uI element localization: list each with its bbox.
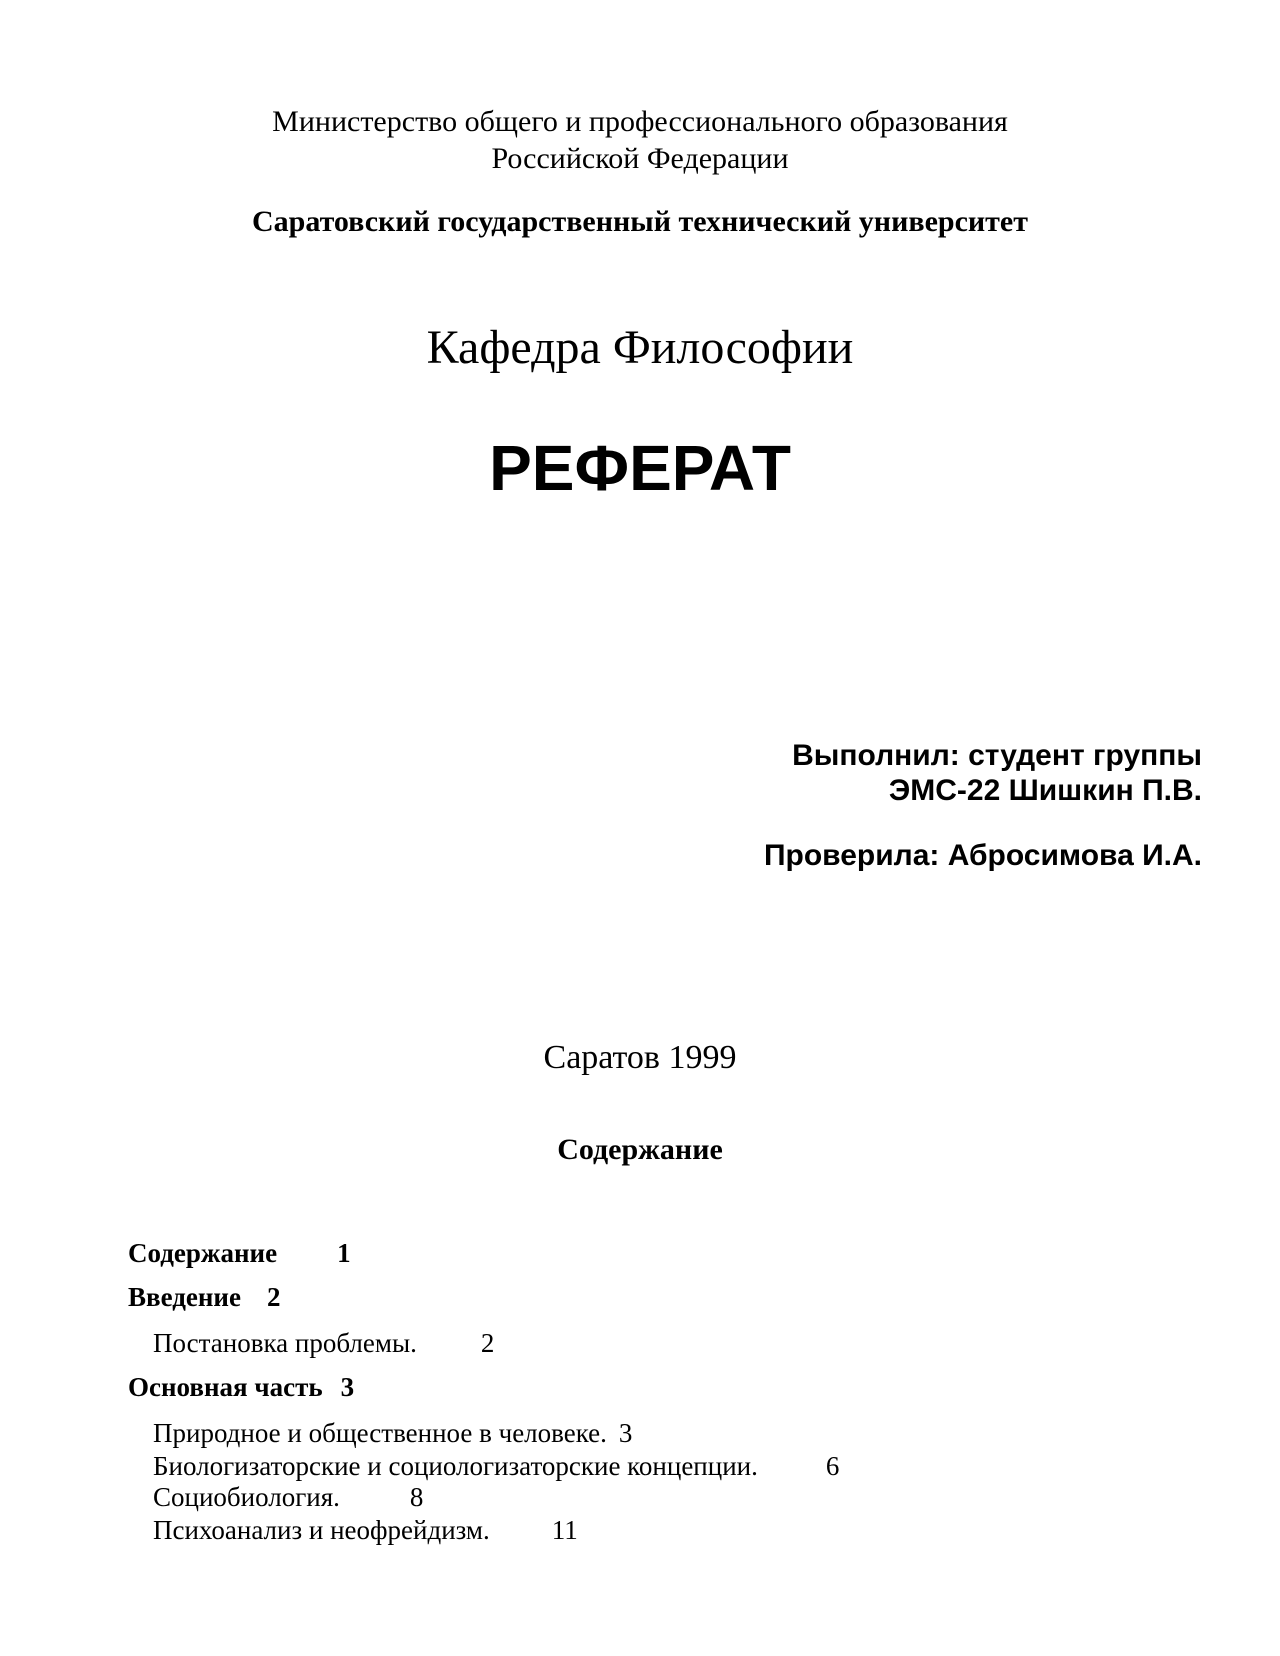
toc-entry-page: 3 — [340, 1372, 355, 1402]
toc-entry-label: Основная часть — [128, 1372, 323, 1402]
toc-entry[interactable] — [153, 1450, 839, 1482]
checked-by: Проверила: Абросимова И.А. — [763, 839, 1202, 872]
department-name: Кафедра Философии — [426, 321, 854, 374]
toc-entry[interactable] — [153, 1417, 632, 1449]
performed-by-line-1: Выполнил: студент группы — [792, 739, 1202, 772]
toc-entry-label: Биологизаторские и социологизаторские концепции. — [153, 1451, 758, 1481]
document-title: РЕФЕРАТ — [489, 432, 791, 504]
university-name: Саратовский государственный технический университет — [252, 205, 1028, 238]
toc-entry-label: Содержание — [128, 1238, 278, 1268]
toc-entry[interactable] — [153, 1481, 423, 1513]
toc-entry-label: Введение — [128, 1282, 241, 1312]
toc-entry[interactable] — [128, 1371, 354, 1403]
toc-entry-page: 2 — [480, 1328, 495, 1358]
toc-entry-label: Постановка проблемы. — [153, 1328, 417, 1358]
toc-entry-label: Природное и общественное в человеке. — [153, 1418, 607, 1448]
toc-entry-label: Социобиология. — [153, 1482, 340, 1512]
toc-heading: Содержание — [557, 1133, 723, 1166]
toc-entry-page: 8 — [409, 1482, 424, 1512]
toc-entry-page: 1 — [337, 1238, 351, 1268]
toc-entry-page: 11 — [551, 1515, 578, 1545]
toc-entry[interactable] — [128, 1237, 351, 1269]
performed-by-line-2: ЭМС-22 Шишкин П.В. — [888, 774, 1202, 807]
toc-entry[interactable] — [153, 1514, 578, 1546]
toc-entry-page: 3 — [618, 1418, 633, 1448]
toc-entry-page: 6 — [825, 1451, 840, 1481]
toc-entry-label: Психоанализ и неофрейдизм. — [153, 1515, 490, 1545]
ministry-line-1: Министерство общего и профессионального образования — [272, 105, 1008, 138]
toc-entry-page: 2 — [266, 1282, 281, 1312]
toc-entry[interactable] — [128, 1281, 280, 1313]
city-year: Саратов 1999 — [543, 1039, 737, 1076]
ministry-line-2: Российской Федерации — [491, 142, 789, 175]
toc-entry[interactable] — [153, 1327, 494, 1359]
